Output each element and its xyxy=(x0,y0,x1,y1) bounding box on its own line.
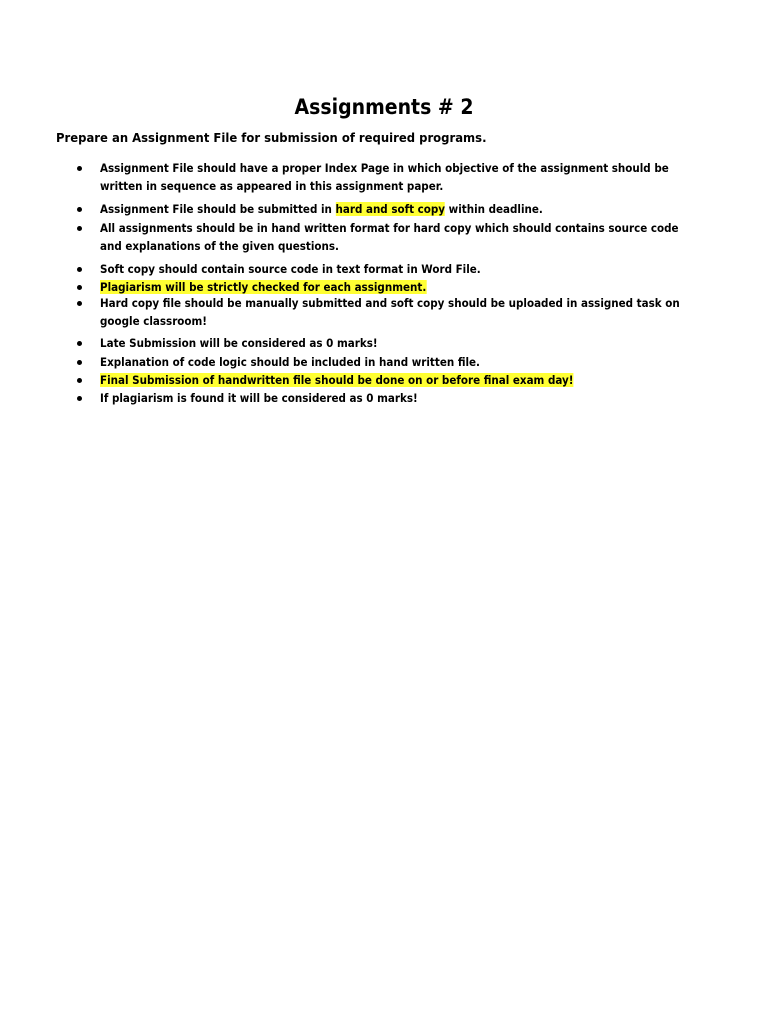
list-item-text: Soft copy should contain source code in text format in Word File. xyxy=(100,262,481,276)
highlighted-phrase: Plagiarism will be strictly checked for each assignment. xyxy=(100,280,427,294)
bullet-icon xyxy=(77,301,82,306)
bullet-icon xyxy=(77,207,82,212)
bullet-icon xyxy=(77,378,82,383)
bullet-icon xyxy=(77,267,82,272)
list-item-text: Explanation of code logic should be included in hand written file. xyxy=(100,355,480,369)
list-item xyxy=(100,260,740,278)
intro-text: Prepare an Assignment File for submission of required programs. xyxy=(56,130,487,145)
list-item-text: Assignment File should be submitted in xyxy=(100,202,336,216)
list-item xyxy=(100,353,740,371)
highlighted-phrase: hard and soft copy xyxy=(335,202,446,216)
list-item-text: Late Submission will be considered as 0 marks! xyxy=(100,336,378,350)
list-item xyxy=(100,159,740,195)
bullet-icon xyxy=(77,226,82,231)
list-item xyxy=(100,219,740,255)
bullet-icon xyxy=(77,341,82,346)
bullet-icon xyxy=(77,285,82,290)
list-item-line: Hard copy file should be manually submitted and soft copy should be uploaded in assigned task on xyxy=(100,296,680,310)
bullet-icon xyxy=(77,396,82,401)
list-item-line: All assignments should be in hand written format for hard copy which should contains source code xyxy=(100,221,679,235)
list-item-line: and explanations of the given questions. xyxy=(100,239,339,253)
list-item-highlighted xyxy=(100,371,740,389)
list-item xyxy=(100,389,740,407)
list-item xyxy=(100,294,740,330)
highlighted-phrase: Final Submission of handwritten file should be done on or before final exam day! xyxy=(100,373,574,387)
page-title: Assignments # 2 xyxy=(294,95,474,119)
list-item-line: Assignment File should have a proper Index Page in which objective of the assignment should be xyxy=(100,161,669,175)
list-item-line: google classroom! xyxy=(100,314,208,328)
bullet-icon xyxy=(77,166,82,171)
list-item xyxy=(100,334,740,352)
bullet-icon xyxy=(77,360,82,365)
list-item-text: within deadline. xyxy=(445,202,543,216)
list-item-line: written in sequence as appeared in this assignment paper. xyxy=(100,179,444,193)
list-item xyxy=(100,200,740,218)
list-item-text: If plagiarism is found it will be considered as 0 marks! xyxy=(100,391,418,405)
